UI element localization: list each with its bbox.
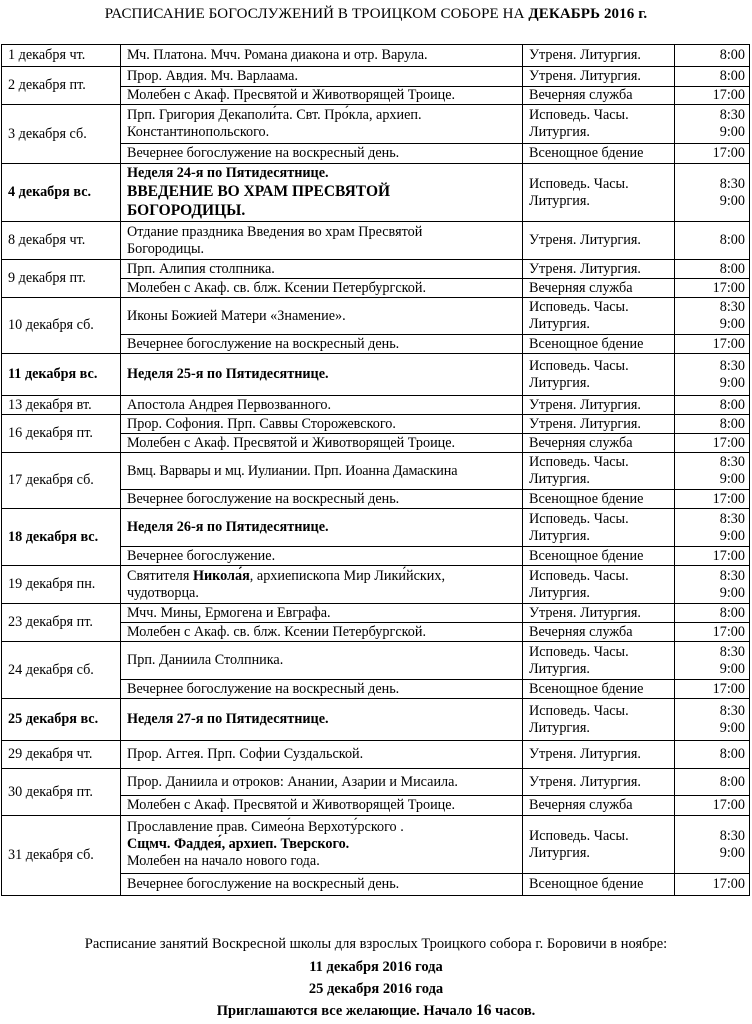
service-cell: Утреня. Литургия. [523,260,675,279]
time-cell: 17:00 [675,796,750,816]
service-cell [523,298,675,335]
service-line: Литургия. [529,374,590,391]
time-line: 9:00 [719,374,745,391]
service-cell: Утреня. Литургия. [523,67,675,87]
event-cell: Прор. Авдия. Мч. Варлаама. [121,67,523,87]
date-cell: 31 декабря сб. [2,816,121,896]
event-cell [121,222,523,260]
event-line [127,568,517,585]
date-cell: 29 декабря чт. [2,741,121,769]
table-row [2,222,750,260]
date-cell: 1 декабря чт. [2,45,121,67]
service-line: Исповедь. Часы. [529,827,629,844]
event-cell [121,105,523,144]
service-line: Исповедь. Часы. [529,510,629,527]
event-cell: Молебен с Акаф. Пресвятой и Животворящей Троице. [121,87,523,105]
time-cell: 17:00 [675,680,750,699]
time-line: 8:30 [719,175,745,192]
time-cell: 17:00 [675,623,750,642]
event-cell: Молебен с Акаф. Пресвятой и Животворящей Троице. [121,796,523,816]
date-cell: 19 декабря пн. [2,566,121,604]
event-cell: Прп. Алипия столпника. [121,260,523,279]
service-cell [523,354,675,396]
time-cell: 8:00 [675,415,750,434]
time-line: 9:00 [719,660,745,677]
table-row [2,164,750,222]
time-cell [675,566,750,604]
time-cell [675,699,750,741]
event-cell: Прор. Софония. Прп. Саввы Сторожевского. [121,415,523,434]
event-cell: Мчч. Мины, Ермогена и Евграфа. [121,604,523,623]
service-cell: Утреня. Литургия. [523,222,675,260]
time-line: 9:00 [719,471,745,487]
date-cell: 18 декабря вс. [2,509,121,566]
time-line: 9:00 [719,316,745,332]
footer-invite [0,1002,752,1020]
date-cell: 11 декабря вс. [2,354,121,396]
table-row [2,260,750,279]
event-cell: Вечернее богослужение на воскресный день. [121,874,523,896]
service-cell [523,816,675,874]
service-line: Литургия. [529,316,590,332]
event-feast-title: ВВЕДЕНИЕ ВО ХРАМ ПРЕСВЯТОЙ БОГОРОДИЦЫ. [127,183,391,219]
date-cell: 23 декабря пт. [2,604,121,642]
table-row [2,642,750,680]
service-cell: Всенощное бдение [523,874,675,896]
table-row [2,509,750,547]
service-cell: Вечерняя служба [523,87,675,105]
time-cell: 8:00 [675,604,750,623]
date-cell: 30 декабря пт. [2,769,121,816]
table-row [2,604,750,623]
time-cell: 8:00 [675,67,750,87]
event-cell: Вечернее богослужение на воскресный день. [121,144,523,164]
service-cell: Утреня. Литургия. [523,741,675,769]
invite-text: часов. [491,1003,536,1019]
event-line: Прославление прав. Симео́на Верхоту́рского . [127,819,404,835]
footer-intro: Расписание занятий Воскресной школы для взрослых Троицкого собора г. Боровичи в ноябре: [84,936,668,952]
event-cell: Молебен с Акаф. св. блж. Ксении Петербургской. [121,279,523,298]
date-cell: 4 декабря вс. [2,164,121,222]
table-row [2,741,750,769]
service-cell: Всенощное бдение [523,335,675,354]
service-cell: Утреня. Литургия. [523,415,675,434]
service-cell: Всенощное бдение [523,490,675,509]
event-line: Неделя 24-я по Пятидесятнице. [127,165,329,181]
invite-hour: 16 [475,1002,492,1019]
event-line: Константинопольского. [127,124,270,140]
time-cell: 8:00 [675,769,750,796]
service-line: Литургия. [529,471,590,487]
time-cell [675,642,750,680]
time-line: 9:00 [719,192,745,209]
time-line: 8:30 [719,702,745,719]
time-cell [675,509,750,547]
event-cell: Вечернее богослужение на воскресный день. [121,335,523,354]
event-line: Сщмч. Фаддея́, архиеп. Тверского. [127,836,350,852]
service-line: Литургия. [529,527,590,544]
event-line: Прп. Григория Декаполи́та. Свт. Про́кла, архиеп. [127,107,422,123]
time-line: 9:00 [719,527,745,544]
time-line: 8:30 [719,299,745,315]
time-line: 8:30 [719,567,745,584]
time-cell: 8:00 [675,45,750,67]
service-line: Литургия. [529,660,590,677]
event-cell: Неделя 25-я по Пятидесятнице. [121,354,523,396]
service-cell [523,164,675,222]
time-line: 9:00 [719,719,745,736]
service-cell: Всенощное бдение [523,680,675,699]
table-row [2,816,750,874]
event-cell: Неделя 27-я по Пятидесятнице. [121,699,523,741]
service-line: Литургия. [529,124,590,140]
event-cell [121,816,523,874]
service-line: Исповедь. Часы. [529,357,629,374]
time-cell [675,105,750,144]
date-cell: 10 декабря сб. [2,298,121,354]
service-line: Литургия. [529,192,590,209]
time-line: 8:30 [719,827,745,844]
event-cell [121,164,523,222]
time-cell [675,354,750,396]
event-cell: Вечернее богослужение на воскресный день. [121,490,523,509]
time-cell: 8:00 [675,222,750,260]
service-line: Исповедь. Часы. [529,107,629,123]
table-row [2,298,750,335]
time-cell [675,816,750,874]
footer-date-2: 25 декабря 2016 года [308,981,444,997]
time-line: 9:00 [719,124,745,140]
service-line: Литургия. [529,584,590,601]
time-cell: 8:00 [675,260,750,279]
service-cell [523,509,675,547]
service-cell: Утреня. Литургия. [523,769,675,796]
event-text: , архиепископа Мир Лики́йских, [249,567,446,584]
service-cell: Вечерняя служба [523,623,675,642]
event-cell: Молебен с Акаф. св. блж. Ксении Петербургской. [121,623,523,642]
time-cell [675,453,750,490]
service-cell [523,642,675,680]
event-cell: Прор. Аггея. Прп. Софии Суздальской. [121,741,523,769]
date-cell: 24 декабря сб. [2,642,121,699]
service-cell [523,699,675,741]
date-cell: 17 декабря сб. [2,453,121,509]
table-row [2,699,750,741]
table-row [2,415,750,434]
event-cell: Апостола Андрея Первозванного. [121,396,523,415]
date-cell: 8 декабря чт. [2,222,121,260]
service-cell: Вечерняя служба [523,796,675,816]
time-cell: 17:00 [675,490,750,509]
event-cell: Неделя 26-я по Пятидесятнице. [121,509,523,547]
time-cell: 17:00 [675,87,750,105]
event-cell: Молебен с Акаф. Пресвятой и Животворящей Троице. [121,434,523,453]
event-text: Отдание праздника Введения во храм Пресвятой Богородицы. [127,223,423,257]
time-cell: 17:00 [675,434,750,453]
table-row [2,354,750,396]
footer-date-1: 11 декабря 2016 года [309,959,443,975]
service-cell: Вечерняя служба [523,279,675,298]
table-row [2,396,750,415]
event-cell: Иконы Божией Матери «Знамение». [121,298,523,335]
service-line: Исповедь. Часы. [529,567,629,584]
time-cell: 17:00 [675,279,750,298]
service-cell: Утреня. Литургия. [523,604,675,623]
time-line: 8:30 [719,357,745,374]
service-line: Исповедь. Часы. [529,175,629,192]
saint-name: Никола́я [192,567,250,584]
service-cell [523,566,675,604]
table-row [2,67,750,87]
event-text: Вмц. Варвары и мц. Иулиании. Прп. Иоанна Дамаскина [127,462,458,479]
date-cell: 3 декабря сб. [2,105,121,164]
table-row [2,105,750,144]
time-cell [675,164,750,222]
service-cell: Всенощное бдение [523,144,675,164]
service-cell [523,453,675,490]
event-cell: Вечернее богослужение на воскресный день. [121,680,523,699]
time-line: 9:00 [719,844,745,861]
page-title: РАСПИСАНИЕ БОГОСЛУЖЕНИЙ В ТРОИЦКОМ СОБОРЕ НА ДЕКАБРЬ 2016 г. [104,6,648,22]
time-cell: 8:00 [675,741,750,769]
event-line: Молебен на начало нового года. [127,853,320,869]
table-row [2,45,750,67]
event-text: Святителя [127,567,193,584]
service-cell: Утреня. Литургия. [523,45,675,67]
service-line: Литургия. [529,719,590,736]
service-line: Исповедь. Часы. [529,454,629,470]
time-cell: 17:00 [675,144,750,164]
date-cell: 16 декабря пт. [2,415,121,453]
schedule-table [1,44,750,896]
time-cell: 8:00 [675,396,750,415]
time-line: 8:30 [719,107,745,123]
event-cell: Мч. Платона. Мчч. Романа диакона и отр. Варула. [121,45,523,67]
service-line: Литургия. [529,844,590,861]
event-cell [121,453,523,490]
event-cell: Прп. Даниила Столпника. [121,642,523,680]
date-cell: 9 декабря пт. [2,260,121,298]
time-line: 8:30 [719,510,745,527]
time-cell: 17:00 [675,335,750,354]
service-cell [523,105,675,144]
invite-text: Приглашаются все желающие. Начало [216,1003,476,1019]
event-cell: Прор. Даниила и отроков: Анании, Азарии и Мисаила. [121,769,523,796]
event-line: чудотворца. [127,584,199,601]
time-cell: 17:00 [675,547,750,566]
table-row [2,769,750,796]
time-cell [675,298,750,335]
date-cell: 13 декабря вт. [2,396,121,415]
table-row [2,566,750,604]
service-line: Исповедь. Часы. [529,643,629,660]
event-cell: Вечернее богослужение. [121,547,523,566]
time-line: 8:30 [719,454,745,470]
time-cell: 17:00 [675,874,750,896]
service-cell: Вечерняя служба [523,434,675,453]
service-line: Исповедь. Часы. [529,299,629,315]
event-cell [121,566,523,604]
table-row [2,453,750,490]
service-line: Исповедь. Часы. [529,702,629,719]
time-line: 8:30 [719,643,745,660]
time-line: 9:00 [719,584,745,601]
date-cell: 25 декабря вс. [2,699,121,741]
service-cell: Утреня. Литургия. [523,396,675,415]
service-cell: Всенощное бдение [523,547,675,566]
date-cell: 2 декабря пт. [2,67,121,105]
